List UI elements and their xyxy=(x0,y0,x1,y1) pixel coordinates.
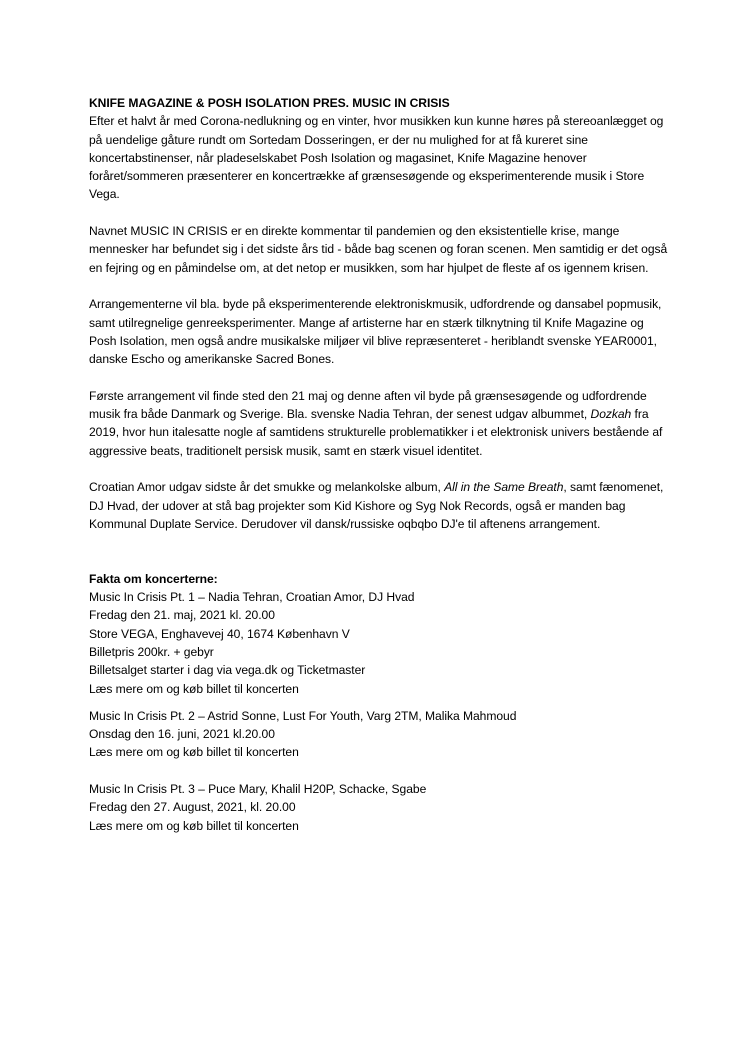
album-title-dozkah: Dozkah xyxy=(590,407,632,422)
first-event-paragraph xyxy=(89,387,674,460)
name-explanation-paragraph: Navnet MUSIC IN CRISIS er en direkte kommentar til pandemien og den eksistentielle krise, mange mennesker har befundet sig i det sidste års tid - både bag scenen og foran scenen. Men samtidig er det også en fejring og en påmindelse om, at det netop er musikken, som har hjulpet de fleste af os igennem krisen. xyxy=(89,224,668,275)
concert-3-date: Fredag den 27. August, 2021, kl. 20.00 xyxy=(89,800,296,815)
concert-1-date: Fredag den 21. maj, 2021 kl. 20.00 xyxy=(89,608,275,623)
concert-1-sale: Billetsalget starter i dag via vega.dk og Ticketmaster xyxy=(89,663,366,678)
concert-3-link[interactable]: Læs mere om og køb billet til koncerten xyxy=(89,818,299,833)
facts-heading: Fakta om koncerterne: xyxy=(89,571,218,586)
first-event-text-start: Første arrangement vil finde sted den 21 maj og denne aften vil byde på grænsesøgende og udfordrende musik fra både Danmark og Sverige. Bla. svenske Nadia Tehran, der senest udgav albummet, xyxy=(89,388,647,422)
concert-3-name: Music In Crisis Pt. 3 – Puce Mary, Khalil H20P, Schacke, Sgabe xyxy=(89,781,427,796)
first-event-text-end: fra 2019, hvor hun italesatte nogle af samtidens strukturelle problematikker i et elektronisk univers bestående af aggressive beats, traditionelt persisk musik, samt en stærk visuel identitet. xyxy=(89,407,663,458)
croatian-amor-paragraph xyxy=(89,478,674,533)
concert-1-name: Music In Crisis Pt. 1 – Nadia Tehran, Croatian Amor, DJ Hvad xyxy=(89,590,415,605)
concert-2-link[interactable]: Læs mere om og køb billet til koncerten xyxy=(89,745,299,760)
concert-1-link[interactable]: Læs mere om og køb billet til koncerten xyxy=(89,681,299,696)
facts-section xyxy=(89,570,674,835)
document-page xyxy=(89,94,674,844)
intro-paragraph: Efter et halvt år med Corona-nedlukning og en vinter, hvor musikken kun kunne høres på stereoanlægget og på uendelige gåture rundt om Sortedam Dosseringen, er der nu mulighed for at få kureret sine koncertabstinenser, når pladeselskabet Posh Isolation og magasinet, Knife Magazine henover foråret/sommeren præsenterer en koncertrække af grænsesøgende og eksperimenterende musik i Store Vega. xyxy=(89,114,664,202)
concert-2-info xyxy=(89,707,674,762)
concert-1-price: Billetpris 200kr. + gebyr xyxy=(89,644,214,659)
concert-3-info xyxy=(89,780,674,835)
article-title: KNIFE MAGAZINE & POSH ISOLATION PRES. MUSIC IN CRISIS xyxy=(89,96,450,110)
album-title-same-breath: All in the Same Breath xyxy=(444,480,564,495)
croatian-amor-text-start: Croatian Amor udgav sidste år det smukke og melankolske album, xyxy=(89,480,445,495)
concert-1-venue: Store VEGA, Enghavevej 40, 1674 København V xyxy=(89,626,350,641)
concert-1-info xyxy=(89,588,674,698)
concert-2-date: Onsdag den 16. juni, 2021 kl.20.00 xyxy=(89,727,275,742)
program-paragraph: Arrangementerne vil bla. byde på eksperimenterende elektroniskmusik, udfordrende og dansabel popmusik, samt utilregnelige genreeksperimenter. Mange af artisterne har en stærk tilknytning til Knife Magazine og Posh Isolation, men også andre musikalske miljøer vil blive repræsenteret - heriblandt svenske YEAR0001, danske Escho og amerikanske Sacred Bones. xyxy=(89,297,662,367)
croatian-amor-text-end: , samt fænomenet, DJ Hvad, der udover at stå bag projekter som Kid Kishore og Syg Nok Records, også er manden bag Kommunal Duplate Service. Derudover vil dansk/russiske oqbqbo DJ'e til aftenens arrangement. xyxy=(89,480,664,531)
concert-2-name: Music In Crisis Pt. 2 – Astrid Sonne, Lust For Youth, Varg 2TM, Malika Mahmoud xyxy=(89,708,517,723)
